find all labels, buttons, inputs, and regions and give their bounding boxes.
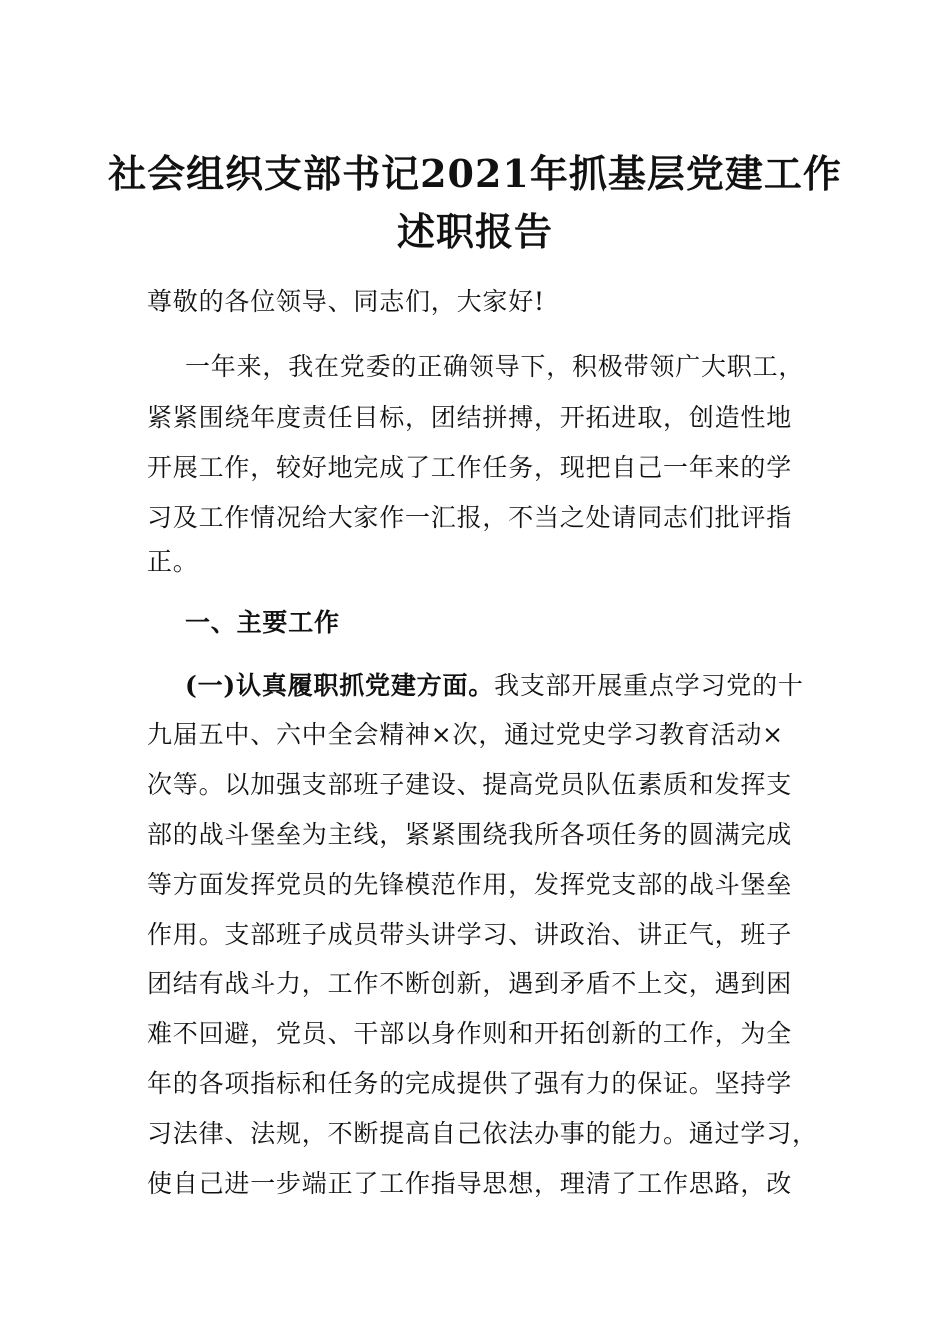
subsection-line: 难不回避，党员、干部以身作则和开拓创新的工作，为全 [147, 1019, 793, 1048]
subsection-line: 习法律、法规，不断提高自己依法办事的能力。通过学习， [147, 1119, 818, 1148]
intro-line: 习及工作情况给大家作一汇报，不当之处请同志们批评指 [147, 503, 793, 532]
intro-line: 正。 [147, 547, 199, 576]
subsection-line: 年的各项指标和任务的完成提供了强有力的保证。坚持学 [147, 1069, 793, 1098]
intro-line: 开展工作，较好地完成了工作任务，现把自己一年来的学 [147, 453, 793, 482]
greeting: 尊敬的各位领导、同志们，大家好! [147, 287, 545, 316]
subsection-first-line [185, 673, 804, 698]
subsection-line: 作用。支部班子成员带头讲学习、讲政治、讲正气，班子 [147, 920, 793, 949]
document-title-line-1: 社会组织支部书记2021年抓基层党建工作 [108, 151, 842, 196]
subsection-line: 部的战斗堡垒为主线，紧紧围绕我所各项任务的圆满完成 [147, 820, 793, 849]
subsection-line: 次等。以加强支部班子建设、提高党员队伍素质和发挥支 [147, 770, 793, 799]
subsection-line: 九届五中、六中全会精神×次，通过党史学习教育活动× [147, 720, 784, 749]
section-heading: 一、主要工作 [185, 608, 340, 637]
intro-line: 紧紧围绕年度责任目标，团结拼搏，开拓进取，创造性地 [147, 403, 793, 432]
subsection-line: 我支部开展重点学习党的十 [494, 671, 804, 700]
subsection-heading: (一)认真履职抓党建方面。 [185, 671, 495, 700]
subsection-line: 团结有战斗力，工作不断创新，遇到矛盾不上交，遇到困 [147, 969, 793, 998]
subsection-line: 使自己进一步端正了工作指导思想，理清了工作思路，改 [147, 1169, 793, 1198]
intro-line: 一年来，我在党委的正确领导下，积极带领广大职工， [185, 352, 805, 381]
document-title-line-2: 述职报告 [396, 209, 553, 254]
subsection-line: 等方面发挥党员的先锋模范作用，发挥党支部的战斗堡垒 [147, 870, 793, 899]
